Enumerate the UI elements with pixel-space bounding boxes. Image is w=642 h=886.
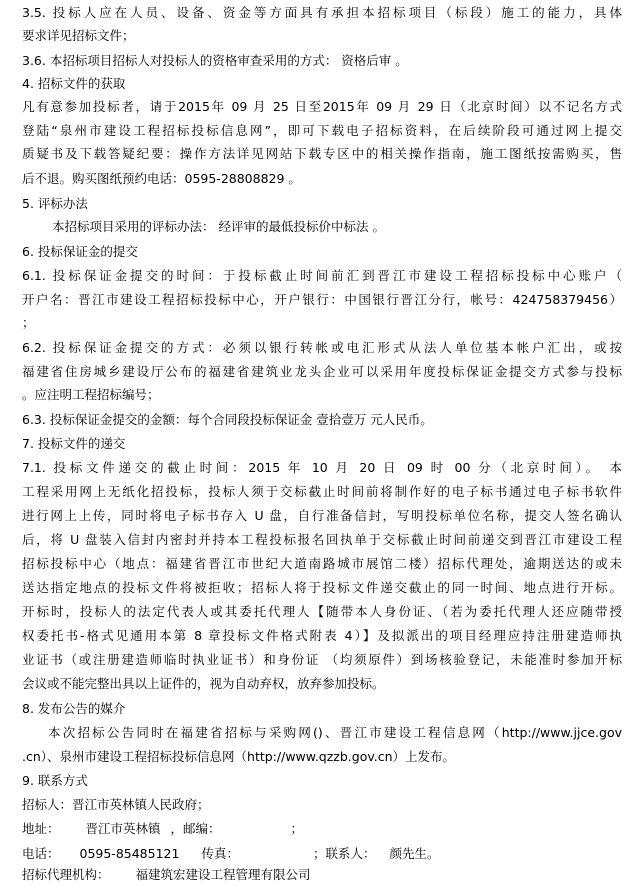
agency-value: 福建筑宏建设工程管理有限公司 bbox=[135, 867, 311, 882]
text-line-32: .cn）、泉州市建设工程招标投标信息网（http://www.qzzb.gov.cn）上发布。 bbox=[22, 749, 456, 764]
text-line-29: 会议或不能完整出具以上证件的，视为自动弃权，放弃参加投标。 bbox=[22, 676, 385, 691]
text-line-28: 业证书（或注册建造师临时执业证书）和身份证 （均须原件）到场核验登记，未能准时参加开标 bbox=[22, 652, 622, 667]
text-line-06: 登陆“泉州市建设工程招标投标信息网”，即可下载电子招标资料，在后续阶段可通过网上提交 bbox=[22, 123, 622, 138]
section-heading-9: 9. 联系方式 bbox=[22, 773, 88, 788]
text-line-21: 工程采用网上无纸化招投标，投标人须于交标截止时间前将制作好的电子标书通过电子标书软件 bbox=[22, 484, 622, 499]
agency-line bbox=[22, 864, 622, 886]
text-line-24: 招标投标中心（地点：福建省晋江市世纪大道南路城市展馆二楼）招标代理处，逾期送达的或未 bbox=[22, 556, 622, 571]
section-heading-6: 6. 投标保证金的提交 bbox=[22, 244, 138, 259]
text-line-22: 进行网上上传，同时将电子标书存入 U 盘，自行准备信封，写明投标单位名称，提交人签名确认 bbox=[22, 508, 622, 523]
address-label: 地址： bbox=[22, 821, 60, 836]
text-line-16: 福建省住房城乡建设厅公布的福建省建筑业龙头企业可以采用年度投标保证金提交方式参与投标 bbox=[22, 364, 622, 379]
text-line-15: 6.2. 投标保证金提交的方式：必须以银行转帐或电汇形式从法人单位基本帐户汇出，或按 bbox=[22, 340, 622, 355]
text-line-05: 凡有意参加投标者，请于2015年 09 月 25 日至2015年 09 月 29 日（北京时间）以不记名方式 bbox=[22, 99, 622, 114]
address-line bbox=[22, 818, 622, 840]
address-value: 晋江市英林镇 bbox=[85, 821, 161, 836]
text-line-27: 权委托书-格式见通用本第 8 章投标文件格式附表 4）】及拟派出的项目经理应持注册建造师执 bbox=[22, 628, 622, 643]
text-line-08: 后不退。购买图纸预约电话：0595-28808829 。 bbox=[22, 171, 301, 186]
text-line-18: 6.3. 投标保证金提交的金额：每个合同段投标保证金 壹拾壹万 元人民币。 bbox=[22, 412, 433, 427]
text-line-07: 质疑书及下载答疑纪要：操作方法详见网站下载专区中的相关操作指南，施工图纸按需购买，售 bbox=[22, 146, 622, 161]
phone-label: 电话： bbox=[22, 846, 60, 861]
text-line-17: 。应注明工程招标编号； bbox=[22, 387, 160, 402]
text-line-02: 要求详见招标文件； bbox=[22, 28, 135, 43]
text-line-01: 3.5. 投标人应在人员、设备、资金等方面具有承担本招标项目（标段）施工的能力，具体 bbox=[22, 5, 622, 20]
text-line-31: 本次招标公告同时在福建省招标与采购网()、晋江市建设工程信息网（http://www.jjce.gov bbox=[48, 725, 622, 740]
agency-label: 招标代理机构： bbox=[22, 867, 110, 882]
text-line-26: 开标时，投标人的法定代表人或其委托代理人【随带本人身份证、（若为委托代理人还应随带授 bbox=[22, 604, 622, 619]
section-heading-7: 7. 投标文件的递交 bbox=[22, 436, 126, 451]
text-line-14: ； bbox=[22, 315, 35, 330]
text-line-12: 6.1. 投标保证金提交的时间：于投标截止时间前汇到晋江市建设工程招标投标中心账户（ bbox=[22, 268, 622, 283]
text-line-23: 后，将 U 盘装入信封内密封并持本工程投标报名回执单于交标截止时间前递交到晋江市建设工程 bbox=[22, 532, 622, 547]
contact-label: ；联系人： bbox=[312, 846, 376, 861]
text-line-13: 开户名：晋江市建设工程招标投标中心，开户银行：中国银行晋江分行，帐号：424758379456） bbox=[22, 292, 622, 307]
text-line-25: 送达指定地点的投标文件将被拒收；招标人将于投标文件递交截止的同一时间、地点进行开标。 bbox=[22, 580, 622, 595]
fax-label: 传真： bbox=[201, 846, 239, 861]
phone-line bbox=[22, 843, 622, 865]
text-line-10: 本招标项目采用的评标办法： 经评审的最低投标价中标法 。 bbox=[52, 219, 385, 234]
phone-value: 0595-85485121 bbox=[79, 846, 180, 861]
postcode-label: ，邮编： bbox=[170, 821, 221, 836]
postcode-end: ； bbox=[290, 821, 304, 836]
section-heading-4: 4. 招标文件的获取 bbox=[22, 76, 126, 91]
section-heading-8: 8. 发布公告的媒介 bbox=[22, 701, 126, 716]
tenderer-line: 招标人：晋江市英林镇人民政府； bbox=[22, 797, 210, 812]
text-line-20: 7.1. 投标文件递交的截止时间：2015 年 10 月 20 日 09 时 00 分（北京时间）。 本 bbox=[22, 460, 622, 475]
text-line-03: 3.6. 本招标项目招标人对投标人的资格审查采用的方式： 资格后审 。 bbox=[22, 53, 408, 68]
section-heading-5: 5. 评标办法 bbox=[22, 196, 88, 211]
contact-value: 颜先生。 bbox=[389, 846, 440, 861]
